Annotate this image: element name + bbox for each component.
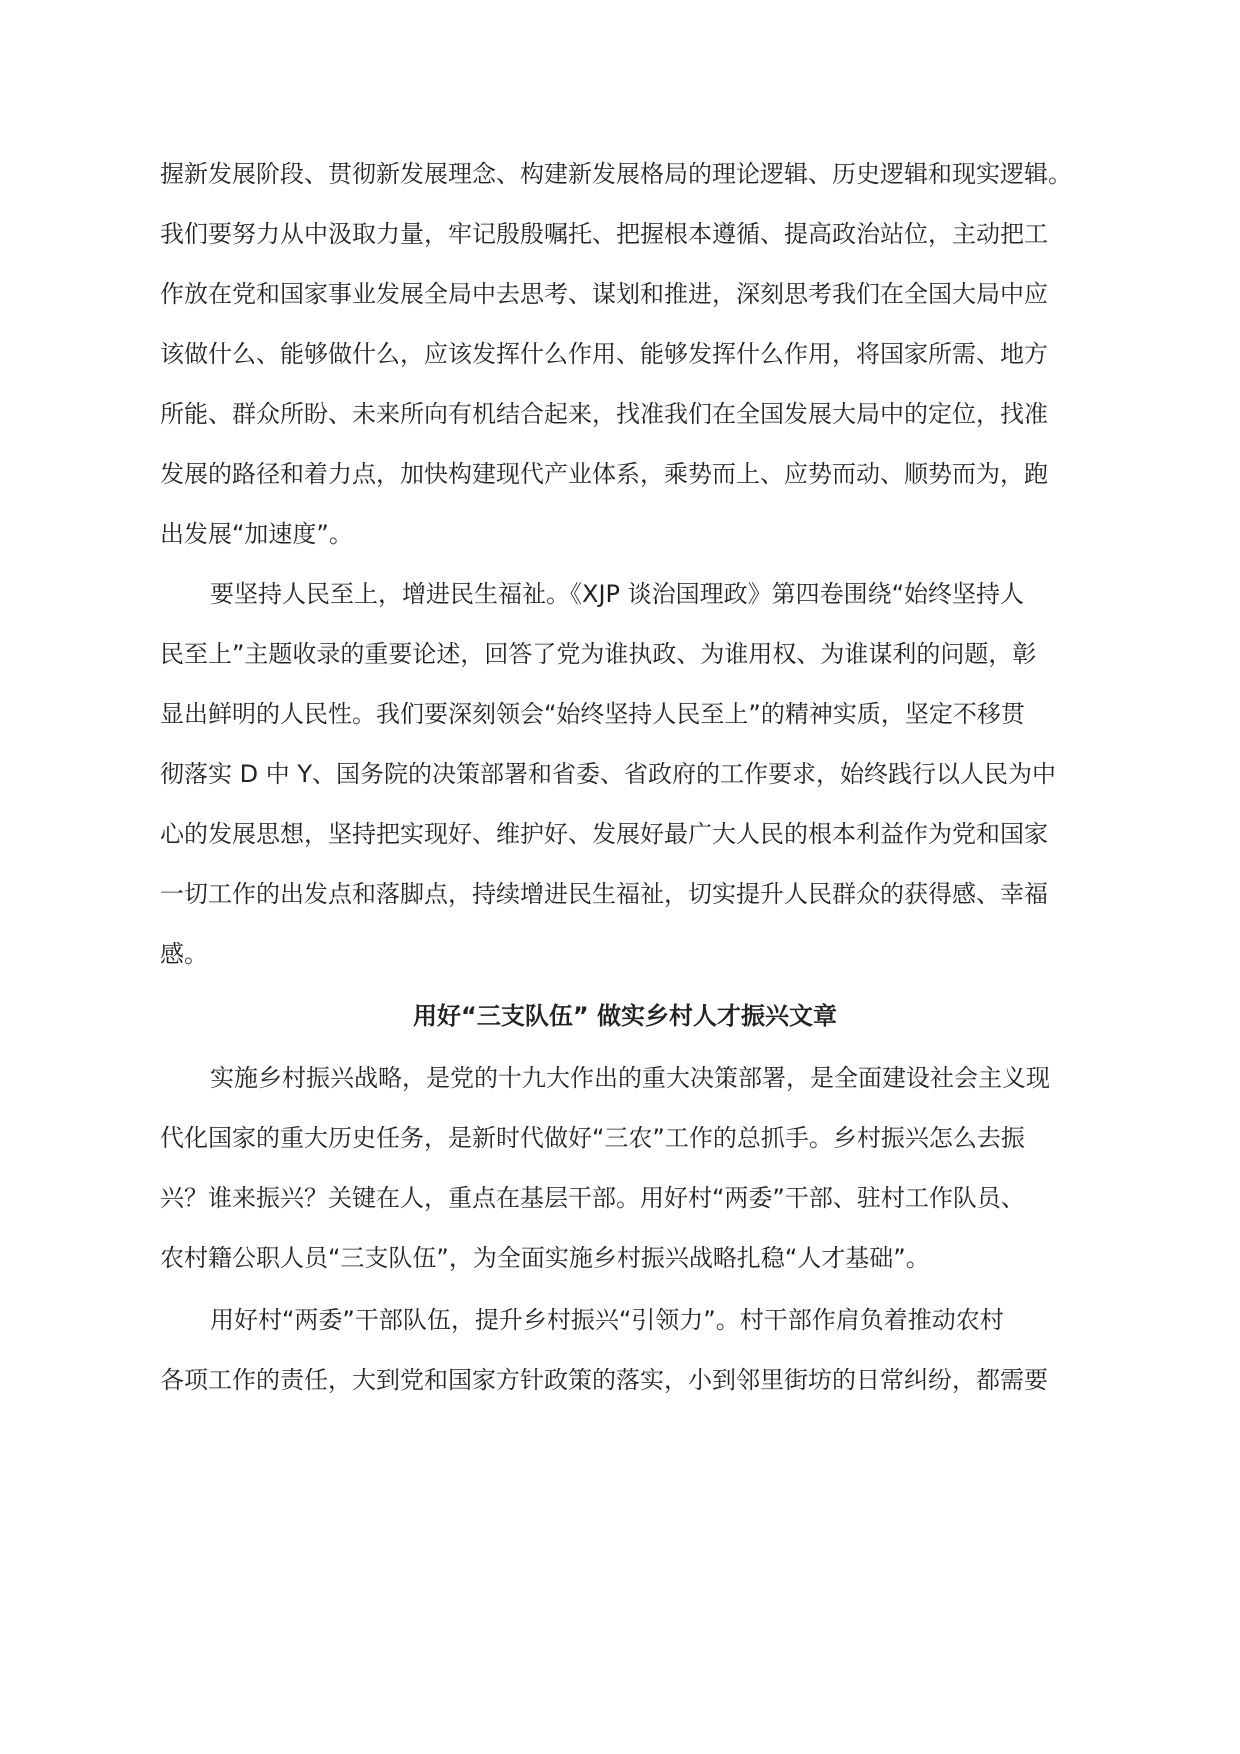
- text-line: 我们要努力从中汲取力量，牢记殷殷嘱托、把握根本遵循、提高政治站位，主动把工: [160, 220, 1048, 248]
- text-line: 心的发展思想，坚持把实现好、维护好、发展好最广大人民的根本利益作为党和国家: [160, 820, 1048, 848]
- text-line: 发展的路径和着力点，加快构建现代产业体系，乘势而上、应势而动、顺势而为，跑: [160, 460, 1048, 488]
- text-line: 各项工作的责任，大到党和国家方针政策的落实，小到邻里街坊的日常纠纷，都需要: [160, 1366, 1048, 1394]
- text-line: 彻落实 D 中 Y、国务院的决策部署和省委、省政府的工作要求，始终践行以人民为中: [160, 760, 1057, 788]
- section-heading: 用好“三支队伍” 做实乡村人才振兴文章: [413, 1002, 837, 1030]
- text-line: 要坚持人民至上，增进民生福祉。《XJP 谈治国理政》第四卷围绕“始终坚持人: [210, 580, 1025, 608]
- text-line: 该做什么、能够做什么，应该发挥什么作用、能够发挥什么作用，将国家所需、地方: [160, 340, 1048, 368]
- text-line: 出发展“加速度”。: [160, 520, 353, 548]
- text-line: 实施乡村振兴战略，是党的十九大作出的重大决策部署，是全面建设社会主义现: [210, 1064, 1050, 1092]
- text-line: 用好村“两委”干部队伍，提升乡村振兴“引领力”。村干部作肩负着推动农村: [210, 1306, 1004, 1334]
- text-line: 感。: [160, 940, 208, 968]
- text-line: 兴？谁来振兴？关键在人，重点在基层干部。用好村“两委”干部、驻村工作队员、: [160, 1184, 1025, 1212]
- text-line: 农村籍公职人员“三支队伍”，为全面实施乡村振兴战略扎稳“人才基础”。: [160, 1244, 930, 1272]
- text-line: 所能、群众所盼、未来所向有机结合起来，找准我们在全国发展大局中的定位，找准: [160, 400, 1048, 428]
- text-line: 一切工作的出发点和落脚点，持续增进民生福祉，切实提升人民群众的获得感、幸福: [160, 880, 1048, 908]
- text-line: 握新发展阶段、贯彻新发展理念、构建新发展格局的理论逻辑、历史逻辑和现实逻辑。: [160, 160, 1072, 188]
- text-line: 民至上”主题收录的重要论述，回答了党为谁执政、为谁用权、为谁谋利的问题，彰: [160, 640, 1037, 668]
- text-line: 作放在党和国家事业发展全局中去思考、谋划和推进，深刻思考我们在全国大局中应: [160, 280, 1048, 308]
- text-line: 代化国家的重大历史任务，是新时代做好“三农”工作的总抓手。乡村振兴怎么去振: [160, 1124, 1025, 1152]
- text-line: 显出鲜明的人民性。我们要深刻领会“始终坚持人民至上”的精神实质，坚定不移贯: [160, 700, 1025, 728]
